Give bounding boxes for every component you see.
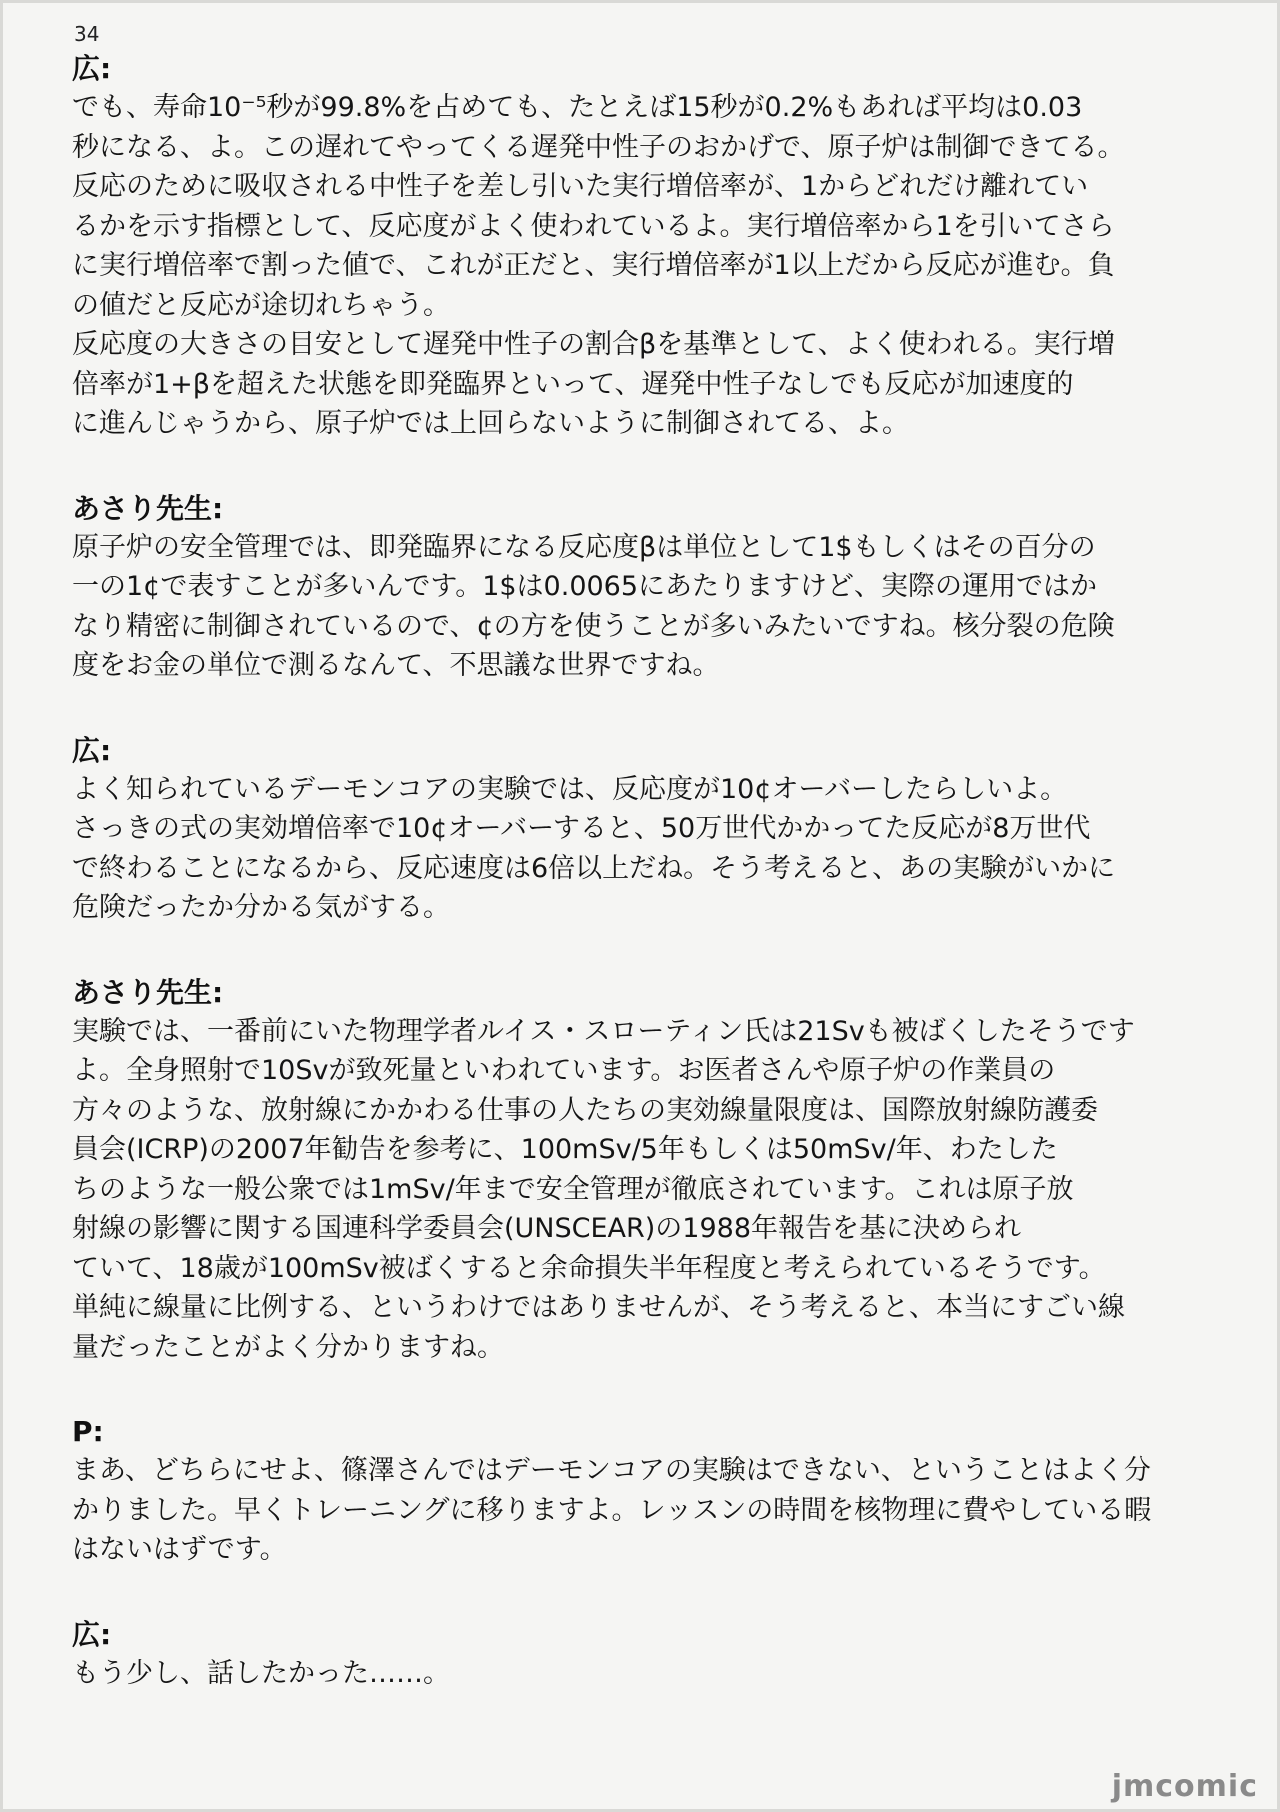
text-line: よく知られているデーモンコアの実験では、反応度が10¢オーバーしたらしいよ。	[72, 773, 1068, 805]
text-line: 反応度の大きさの目安として遅発中性子の割合βを基準として、よく使われる。実行増	[72, 329, 1115, 360]
text-line: ていて、18歳が100mSv被ばくすると余命損失半年程度と考えられているそうです。	[72, 1252, 1106, 1284]
dialogue-section	[72, 50, 1192, 444]
speaker-name: あさり先生:	[72, 491, 224, 525]
text-line: 原子炉の安全管理では、即発臨界になる反応度βは単位として1$もしくはその百分の	[72, 531, 1096, 563]
text-line: でも、寿命10⁻⁵秒が99.8%を占めても、たとえば15秒が0.2%もあれば平均は0.03	[72, 92, 1083, 123]
speaker-name: 広:	[72, 52, 112, 85]
text-line: もう少し、話したかった……。	[72, 1657, 450, 1689]
text-line: 危険だったか分かる気がする。	[72, 892, 450, 923]
text-line: なり精密に制御されているので、¢の方を使うことが多いみたいですね。核分裂の危険	[72, 610, 1115, 642]
text-line: に進んじゃうから、原子炉では上回らないように制御されてる、よ。	[72, 408, 909, 439]
text-line: 量だったことがよく分かりますね。	[72, 1331, 504, 1363]
text-line: 秒になる、よ。この遅れてやってくる遅発中性子のおかげで、原子炉は制御できてる。	[72, 131, 1125, 163]
text-line: さっきの式の実効増倍率で10¢オーバーすると、50万世代かかってた反応が8万世代	[72, 813, 1091, 844]
text-line: かりました。早くトレーニングに移りますよ。レッスンの時間を核物理に費やしている暇	[72, 1494, 1152, 1526]
text-line: 実験では、一番前にいた物理学者ルイス・スローティン氏は21Svも被ばくしたそうです	[72, 1015, 1135, 1047]
speaker-name: 広:	[72, 733, 112, 767]
dialogue-text	[72, 1654, 1192, 1694]
speaker-name: 広:	[72, 1617, 112, 1651]
text-line: 倍率が1+βを超えた状態を即発臨界といって、遅発中性子なしでも反応が加速度的	[72, 368, 1074, 400]
dialogue-content	[72, 50, 1192, 1739]
text-line: 一の1¢で表すことが多いんです。1$は0.0065にあたりますけど、実際の運用ではか	[72, 571, 1098, 602]
dialogue-text	[72, 528, 1192, 686]
watermark-logo: jmcomic	[1111, 1769, 1258, 1804]
dialogue-section	[72, 1413, 1192, 1570]
page-number: 34	[74, 22, 100, 46]
text-line: に実行増倍率で割った値で、これが正だと、実行増倍率が1以上だから反応が進む。負	[72, 250, 1115, 281]
text-line: で終わることになるから、反応速度は6倍以上だね。そう考えると、あの実験がいかに	[72, 852, 1116, 884]
speaker-name: あさり先生:	[72, 975, 224, 1009]
text-line: るかを示す指標として、反応度がよく使われているよ。実行増倍率から1を引いてさら	[72, 210, 1115, 242]
dialogue-text	[72, 88, 1192, 444]
text-line: ちのような一般公衆では1mSv/年まで安全管理が徹底されています。これは原子放	[72, 1173, 1074, 1205]
speaker-name: P:	[72, 1415, 104, 1448]
text-line: 単純に線量に比例する、というわけではありませんが、そう考えると、本当にすごい線	[72, 1292, 1125, 1323]
dialogue-text	[72, 1012, 1192, 1368]
text-line: 射線の影響に関する国連科学委員会(UNSCEAR)の1988年報告を基に決められ	[72, 1213, 1022, 1244]
text-line: 員会(ICRP)の2007年勧告を参考に、100mSv/5年もしくは50mSv/年、わたした	[72, 1134, 1058, 1165]
text-line: よ。全身照射で10Svが致死量といわれています。お医者さんや原子炉の作業員の	[72, 1055, 1056, 1086]
dialogue-section	[72, 974, 1192, 1368]
text-line: まあ、どちらにせよ、篠澤さんではデーモンコアの実験はできない、ということはよく分	[72, 1455, 1151, 1486]
dialogue-text	[72, 1451, 1192, 1570]
text-line: 度をお金の単位で測るなんて、不思議な世界ですね。	[72, 650, 720, 681]
dialogue-section	[72, 490, 1192, 686]
dialogue-text	[72, 770, 1192, 928]
text-line: 反応のために吸収される中性子を差し引いた実行増倍率が、1からどれだけ離れてい	[72, 171, 1089, 202]
dialogue-section	[72, 732, 1192, 928]
dialogue-section	[72, 1616, 1192, 1694]
text-line: 方々のような、放射線にかかわる仕事の人たちの実効線量限度は、国際放射線防護委	[72, 1094, 1098, 1126]
text-line: の値だと反応が途切れちゃう。	[72, 289, 450, 321]
text-line: はないはずです。	[72, 1534, 287, 1565]
